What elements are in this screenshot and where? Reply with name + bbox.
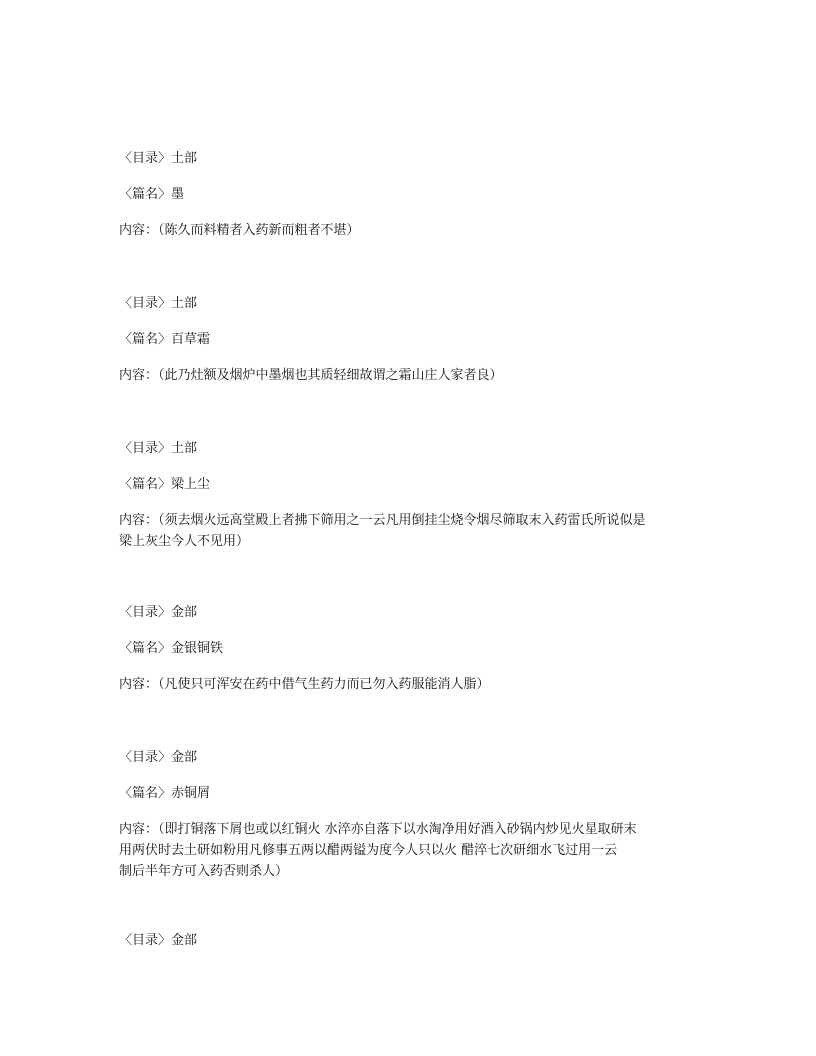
entry-baicaoshuang [119, 293, 699, 386]
content-line: 内容：（即打铜落下屑也或以红铜火 水淬亦自落下以水淘净用好酒入砂锅内炒见火星取研末 [119, 822, 637, 837]
catalog-line: 〈目录〉土部 [119, 441, 198, 456]
entry-chitongxie [119, 747, 699, 882]
entry-mo [119, 148, 699, 241]
content-block [119, 674, 699, 695]
entry-liangshangchen [119, 438, 699, 552]
title-line: 〈篇名〉墨 [119, 187, 185, 202]
content-block [119, 365, 699, 386]
catalog-line: 〈目录〉土部 [119, 151, 198, 166]
title-line: 〈篇名〉赤铜屑 [119, 786, 211, 801]
content-line: 梁上灰尘今人不见用） [119, 534, 250, 549]
content-line: 用两伏时去土研如粉用凡修事五两以醋两镒为度今人只以火 醋淬七次研细水飞过用一云 [119, 843, 618, 858]
content-line: 内容：（凡使只可浑安在药中借气生药力而已勿入药服能消人脂） [119, 677, 490, 692]
catalog-line: 〈目录〉金部 [119, 933, 198, 948]
entry-jinyintongtie [119, 602, 699, 695]
content-line: 制后半年方可入药否则杀人） [119, 864, 289, 879]
catalog-line: 〈目录〉土部 [119, 296, 198, 311]
title-line: 〈篇名〉百草霜 [119, 332, 211, 347]
content-line: 内容：（须去烟火远高堂殿上者拂下筛用之一云凡用倒挂尘烧令烟尽筛取末入药雷氏所说似是 [119, 513, 646, 528]
title-line: 〈篇名〉金银铜铁 [119, 641, 224, 656]
entry-next [119, 930, 699, 952]
content-line: 内容：（此乃灶额及烟炉中墨烟也其质轻细故谓之霜山庄人家者良） [119, 368, 503, 383]
content-block [119, 510, 699, 552]
catalog-line: 〈目录〉金部 [119, 750, 198, 765]
content-block [119, 819, 699, 882]
catalog-line: 〈目录〉金部 [119, 605, 198, 620]
content-block [119, 220, 699, 241]
content-line: 内容：（陈久而料精者入药新而粗者不堪） [119, 223, 360, 238]
title-line: 〈篇名〉梁上尘 [119, 477, 211, 492]
